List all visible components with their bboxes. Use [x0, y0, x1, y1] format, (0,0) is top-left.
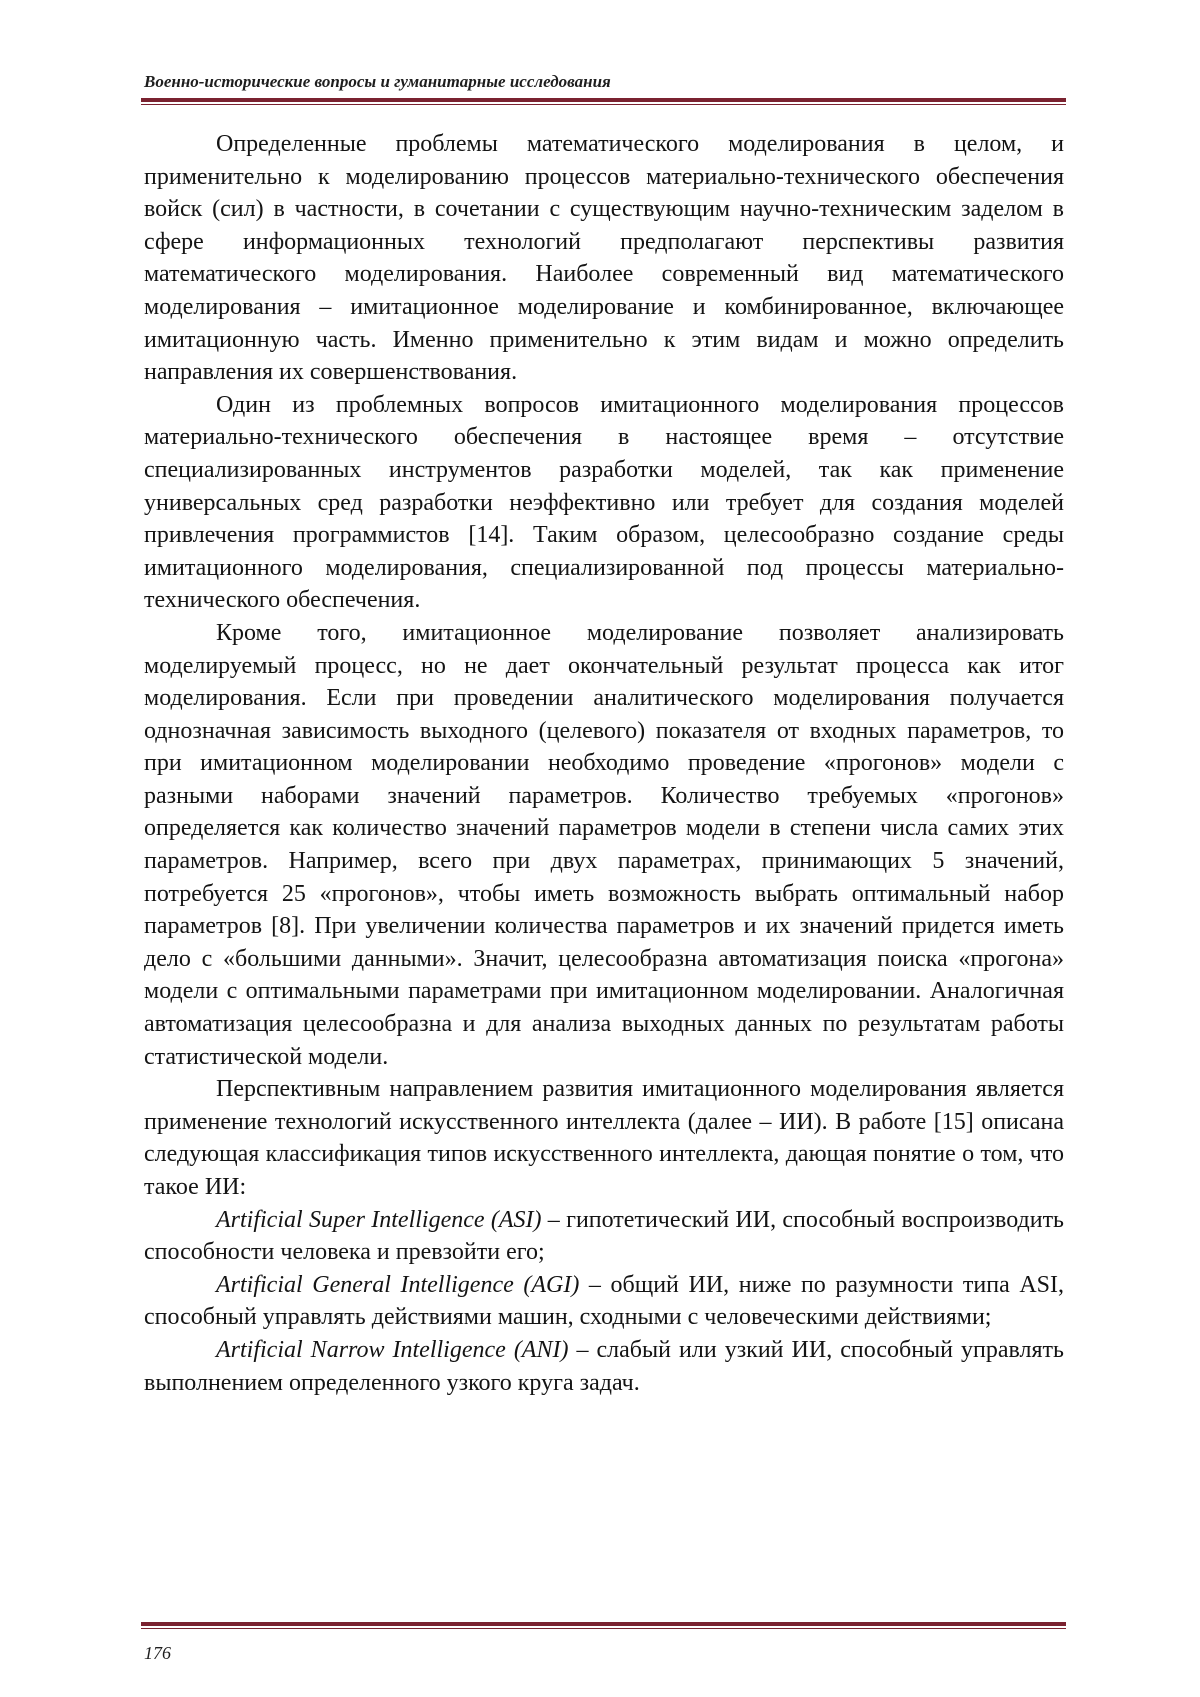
ai-type-item	[144, 1269, 1064, 1334]
ai-type-definition: – общий ИИ, ниже по разумности типа ASI, способный управлять действиями машин, сходными с человеческими действиями;	[144, 1272, 1064, 1331]
header-rule	[141, 98, 1066, 105]
page-number: 176	[144, 1643, 171, 1664]
ai-type-term: Artificial Narrow Intelligence (ANI)	[216, 1337, 568, 1363]
ai-type-term: Artificial Super Intelligence (ASI)	[216, 1207, 541, 1233]
ai-type-definition: – гипотетический ИИ, способный воспроизводить способности человека и превзойти его;	[144, 1207, 1064, 1266]
ai-type-item	[144, 1334, 1064, 1399]
article-body	[144, 128, 1064, 1399]
paragraph: Кроме того, имитационное моделирование позволяет анализировать моделируемый процесс, но не дает окончательный результат процесса как итог моделирования. Если при проведении аналитического моделирования получается однозначная зависимость выходного (целевого) показателя от входных параметров, то при имитационном моделировании необходимо проведение «прогонов» модели с разными наборами значений параметров. Количество требуемых «прогонов» определяется как количество значений параметров модели в степени числа самих этих параметров. Например, всего при двух параметрах, принимающих 5 значений, потребуется 25 «прогонов», чтобы иметь возможность выбрать оптимальный набор параметров [8]. При увеличении количества параметров и их значений придется иметь дело с «большими данными». Значит, целесообразна автоматизация поиска «прогона» модели с оптимальными параметрами при имитационном моделировании. Аналогичная автоматизация целесообразна и для анализа выходных данных по результатам работы статистической модели.	[144, 617, 1064, 1073]
ai-type-item	[144, 1204, 1064, 1269]
ai-type-definition: – слабый или узкий ИИ, способный управлять выполнением определенного узкого круга задач.	[144, 1337, 1064, 1396]
paragraph: Один из проблемных вопросов имитационного моделирования процессов материально-технического обеспечения в настоящее время – отсутствие специализированных инструментов разработки моделей, так как применение универсальных сред разработки неэффективно или требует для создания моделей привлечения программистов [14]. Таким образом, целесообразно создание среды имитационного моделирования, специализированной под процессы материально-технического обеспечения.	[144, 389, 1064, 617]
paragraph: Определенные проблемы математического моделирования в целом, и применительно к моделированию процессов материально-технического обеспечения войск (сил) в частности, в сочетании с существующим научно-техническим заделом в сфере информационных технологий предполагают перспективы развития математического моделирования. Наиболее современный вид математического моделирования – имитационное моделирование и комбинированное, включающее имитационную часть. Именно применительно к этим видам и можно определить направления их совершенствования.	[144, 128, 1064, 389]
footer-rule	[141, 1622, 1066, 1629]
running-title: Военно-исторические вопросы и гуманитарные исследования	[144, 72, 611, 92]
ai-type-term: Artificial General Intelligence (AGI)	[216, 1272, 579, 1298]
paragraph: Перспективным направлением развития имитационного моделирования является применение технологий искусственного интеллекта (далее – ИИ). В работе [15] описана следующая классификация типов искусственного интеллекта, дающая понятие о том, что такое ИИ:	[144, 1073, 1064, 1203]
